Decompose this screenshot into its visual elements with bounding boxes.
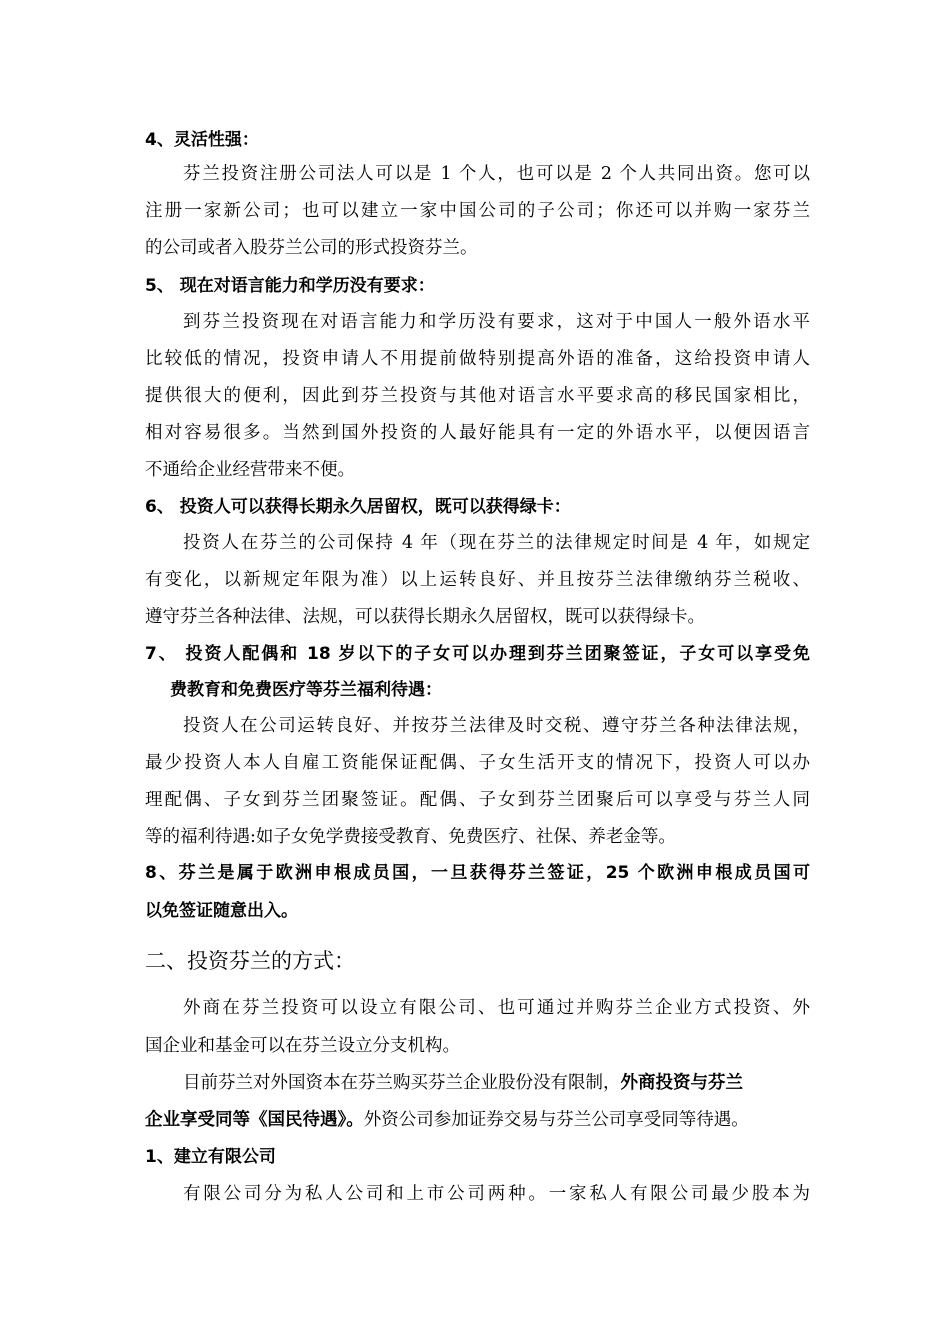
paragraph-line-mixed <box>183 1071 810 1095</box>
item-7-heading: 7、 投资人配偶和 18 岁以下的子女可以办理到芬兰团聚签证，子女可以享受免 <box>145 644 810 664</box>
subsection-heading: 1、建立有限公司 <box>145 1147 276 1167</box>
paragraph-line: 外商在芬兰投资可以设立有限公司、也可通过并购芬兰企业方式投资、外 <box>183 998 810 1018</box>
item-7-heading-cont: 费教育和免费医疗等芬兰福利待遇： <box>170 680 442 700</box>
paragraph-line: 比较低的情况，投资申请人不用提前做特别提高外语的准备，这给投资申请人 <box>145 349 810 369</box>
paragraph-line: 到芬兰投资现在对语言能力和学历没有要求，这对于中国人一般外语水平 <box>183 312 810 332</box>
paragraph-line-mixed <box>145 1108 810 1132</box>
normal-text: 外资公司参加证券交易与芬兰公司享受同等待遇。 <box>363 1110 749 1130</box>
paragraph-line: 遵守芬兰各种法律、法规，可以获得长期永久居留权，既可以获得绿卡。 <box>145 607 705 627</box>
paragraph-line: 芬兰投资注册公司法人可以是 1 个人，也可以是 2 个人共同出资。您可以 <box>183 164 810 184</box>
bold-text: 企业享受同等《国民待遇》。 <box>145 1110 364 1130</box>
paragraph-line: 投资人在公司运转良好、并按芬兰法律及时交税、遵守芬兰各种法律法规， <box>183 716 810 736</box>
paragraph-line: 相对容易很多。当然到国外投资的人最好能具有一定的外语水平，以便因语言 <box>145 423 810 443</box>
paragraph-line: 不通给企业经营带来不便。 <box>145 460 355 480</box>
bold-text: 外商投资与芬兰 <box>620 1073 743 1093</box>
section-heading: 二、投资芬兰的方式： <box>145 949 355 973</box>
item-4-heading: 4、灵活性强： <box>145 130 259 150</box>
item-6-heading: 6、 投资人可以获得长期永久居留权，既可以获得绿卡： <box>145 497 571 517</box>
paragraph-line: 有限公司分为私人公司和上市公司两种。一家私人有限公司最少股本为 <box>183 1184 810 1204</box>
item-5-heading: 5、 现在对语言能力和学历没有要求： <box>145 276 435 296</box>
paragraph-line: 国企业和基金可以在芬兰设立分支机构。 <box>145 1036 460 1056</box>
paragraph-line: 注册一家新公司；也可以建立一家中国公司的子公司；你还可以并购一家芬兰 <box>145 201 810 221</box>
item-8-heading: 8、芬兰是属于欧洲申根成员国，一旦获得芬兰签证，25 个欧洲申根成员国可 <box>145 863 810 883</box>
paragraph-line: 投资人在芬兰的公司保持 4 年（现在芬兰的法律规定时间是 4 年，如规定 <box>183 533 810 553</box>
paragraph-line: 理配偶、子女到芬兰团聚签证。配偶、子女到芬兰团聚后可以享受与芬兰人同 <box>145 790 810 810</box>
paragraph-line: 的公司或者入股芬兰公司的形式投资芬兰。 <box>145 238 478 258</box>
paragraph-line: 最少投资人本人自雇工资能保证配偶、子女生活开支的情况下，投资人可以办 <box>145 753 810 773</box>
paragraph-line: 等的福利待遇:如子女免学费接受教育、免费医疗、社保、养老金等。 <box>145 827 676 847</box>
item-8-heading-cont: 以免签证随意出入。 <box>145 901 298 921</box>
paragraph-line: 提供很大的便利，因此到芬兰投资与其他对语言水平要求高的移民国家相比， <box>145 386 810 406</box>
paragraph-line: 有变化，以新规定年限为准）以上运转良好、并且按芬兰法律缴纳芬兰税收、 <box>145 570 810 590</box>
normal-text: 目前芬兰对外国资本在芬兰购买芬兰企业股份没有限制， <box>183 1073 621 1093</box>
